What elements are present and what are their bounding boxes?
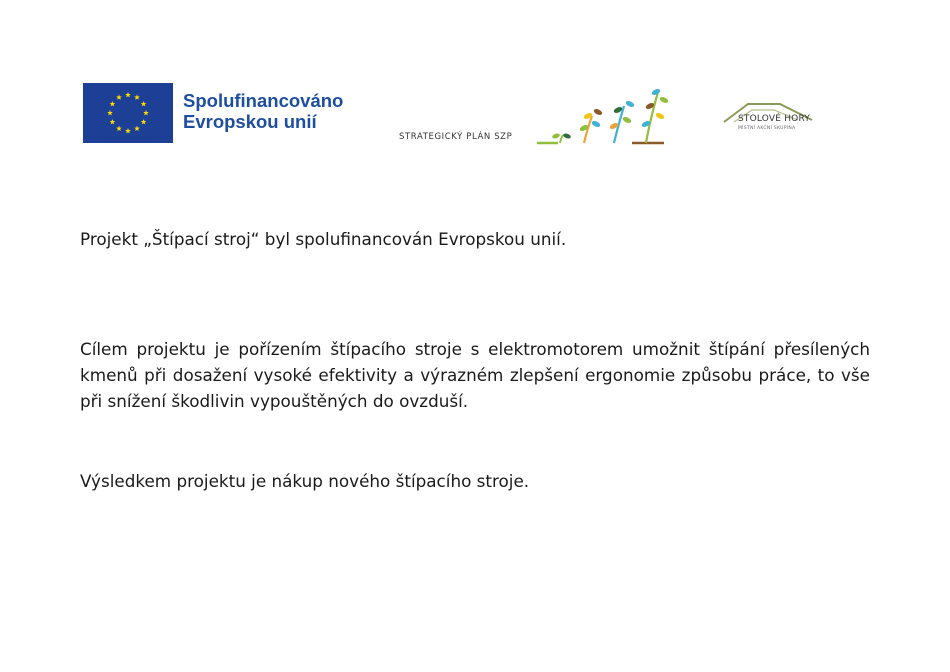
- szp-logo-label: STRATEGICKÝ PLÁN SZP: [399, 132, 513, 142]
- paragraph-project-result: Výsledkem projektu je nákup nového štípacího stroje.: [80, 471, 530, 491]
- mas-logo-title: STOLOVÉ HORY: [738, 114, 811, 124]
- mas-logo-subtitle: MÍSTNÍ AKČNÍ SKUPINA: [738, 126, 796, 131]
- eu-text-line1: Spolufinancováno: [183, 90, 344, 111]
- paragraph-project-title: Projekt „Štípací stroj“ byl spolufinancován Evropskou unií.: [80, 229, 567, 249]
- eu-text-line2: Evropskou unií: [183, 111, 317, 132]
- logo-header: [0, 0, 950, 170]
- szp-sprouts-icon: [534, 86, 684, 148]
- eu-cofinanced-text: [183, 90, 343, 132]
- eu-flag-icon: [83, 83, 173, 143]
- paragraph-project-goal: Cílem projektu je pořízením štípacího stroje s elektromotorem umožnit štípání přesílených kmenů při dosažení vysoké efektivity a výrazném zlepšení ergonomie způsobu práce, to vše při snížení škodlivin vypouštěných do ovzduší.: [80, 339, 870, 411]
